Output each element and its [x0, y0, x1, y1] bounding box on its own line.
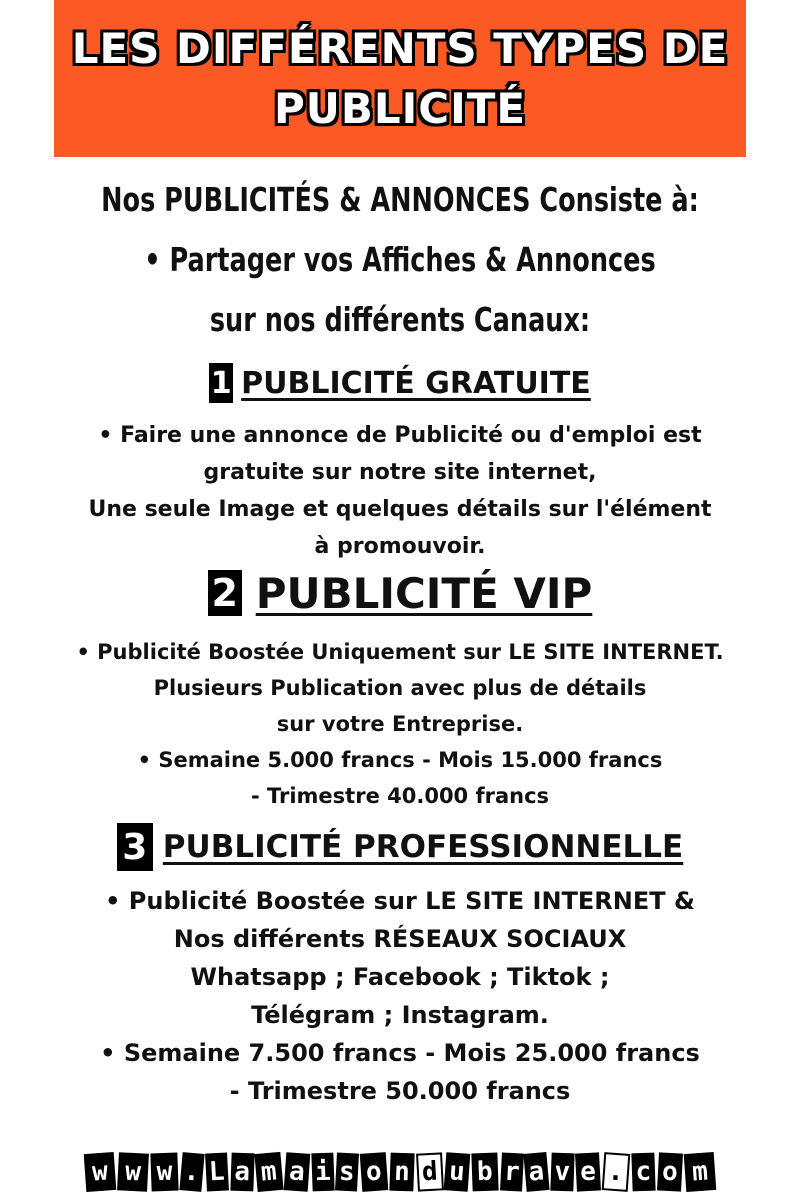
url-letter-tile: a	[230, 1153, 254, 1192]
url-letter-tile: r	[500, 1152, 524, 1191]
banner-title-line-2: PUBLICITÉ	[273, 83, 527, 133]
url-letter-tile: .	[180, 1152, 205, 1192]
section-3-title: PUBLICITÉ PROFESSIONNELLE	[162, 829, 684, 865]
url-letter-tile: s	[335, 1152, 359, 1191]
section-2-line: Plusieurs Publication avec plus de détails	[153, 676, 647, 700]
section-3-line: - Trimestre 50.000 francs	[229, 1077, 571, 1105]
section-3-line: Whatsapp ; Facebook ; Tiktok ;	[190, 963, 610, 991]
section-3-line: • Semaine 7.500 francs - Mois 25.000 francs	[100, 1039, 700, 1067]
section-1-line: Une seule Image et quelques détails sur l'élément	[88, 497, 712, 522]
url-letter-tile: v	[550, 1153, 574, 1192]
title-banner	[54, 0, 746, 157]
website-url[interactable]	[0, 1147, 800, 1197]
section-1-number-badge: 1	[209, 363, 233, 403]
url-letter-tile: w	[117, 1152, 149, 1192]
url-letter-tile: i	[311, 1153, 334, 1192]
url-letter-tile: u	[444, 1152, 471, 1192]
section-3-line: • Publicité Boostée sur LE SITE INTERNET &	[105, 887, 695, 915]
url-letter-tile: n	[389, 1153, 414, 1192]
section-2-line: - Trimestre 40.000 francs	[250, 784, 550, 808]
section-1-line: gratuite sur notre site internet,	[203, 460, 597, 485]
intro-block	[0, 170, 800, 350]
section-3-line: Télégram ; Instagram.	[251, 1001, 549, 1029]
url-letter-tile: e	[575, 1152, 601, 1191]
section-3-line: Nos différents RÉSEAUX SOCIAUX	[173, 925, 627, 953]
url-letter-tile: w	[84, 1152, 117, 1192]
url-letter-tile: o	[360, 1152, 388, 1192]
section-1-line: à promouvoir.	[314, 534, 486, 559]
section-3-description	[0, 882, 800, 1110]
section-2-heading	[0, 563, 800, 623]
url-letter-tile: d	[416, 1152, 444, 1191]
banner-title-line-1: LES DIFFÉRENTS TYPES DE	[71, 23, 729, 73]
url-letter-tile: a	[283, 1152, 310, 1192]
section-1-description	[0, 417, 800, 565]
section-2-line: • Publicité Boostée Uniquement sur LE SITE INTERNET.	[76, 640, 724, 664]
intro-line-3: sur nos différents Canaux:	[209, 300, 591, 339]
section-2-line: sur votre Entreprise.	[276, 712, 524, 736]
url-letter-tile: m	[255, 1152, 284, 1192]
section-1-heading	[0, 360, 800, 406]
intro-line-1: Nos PUBLICITÉS & ANNONCES Consiste à:	[101, 180, 699, 219]
section-2-number-badge: 2	[208, 570, 242, 616]
section-1-title: PUBLICITÉ GRATUITE	[241, 365, 591, 401]
url-letter-tile: L	[205, 1152, 229, 1191]
intro-line-2: • Partager vos Affiches & Annonces	[144, 240, 656, 279]
url-letter-tile: o	[657, 1152, 683, 1191]
section-2-line: • Semaine 5.000 francs - Mois 15.000 francs	[137, 748, 663, 772]
url-letter-tile: b	[472, 1153, 499, 1192]
section-3-heading	[0, 822, 800, 872]
url-letter-tile: .	[602, 1152, 630, 1192]
section-2-description	[0, 634, 800, 814]
section-3-number-badge: 3	[117, 823, 153, 871]
url-letter-tile: c	[631, 1153, 655, 1192]
url-letter-tile: w	[151, 1153, 179, 1192]
url-letter-tile: m	[683, 1152, 716, 1192]
url-letter-tile: a	[524, 1152, 550, 1192]
section-2-title: PUBLICITÉ VIP	[255, 568, 593, 618]
section-1-line: • Faire une annonce de Publicité ou d'emploi est	[98, 423, 702, 448]
